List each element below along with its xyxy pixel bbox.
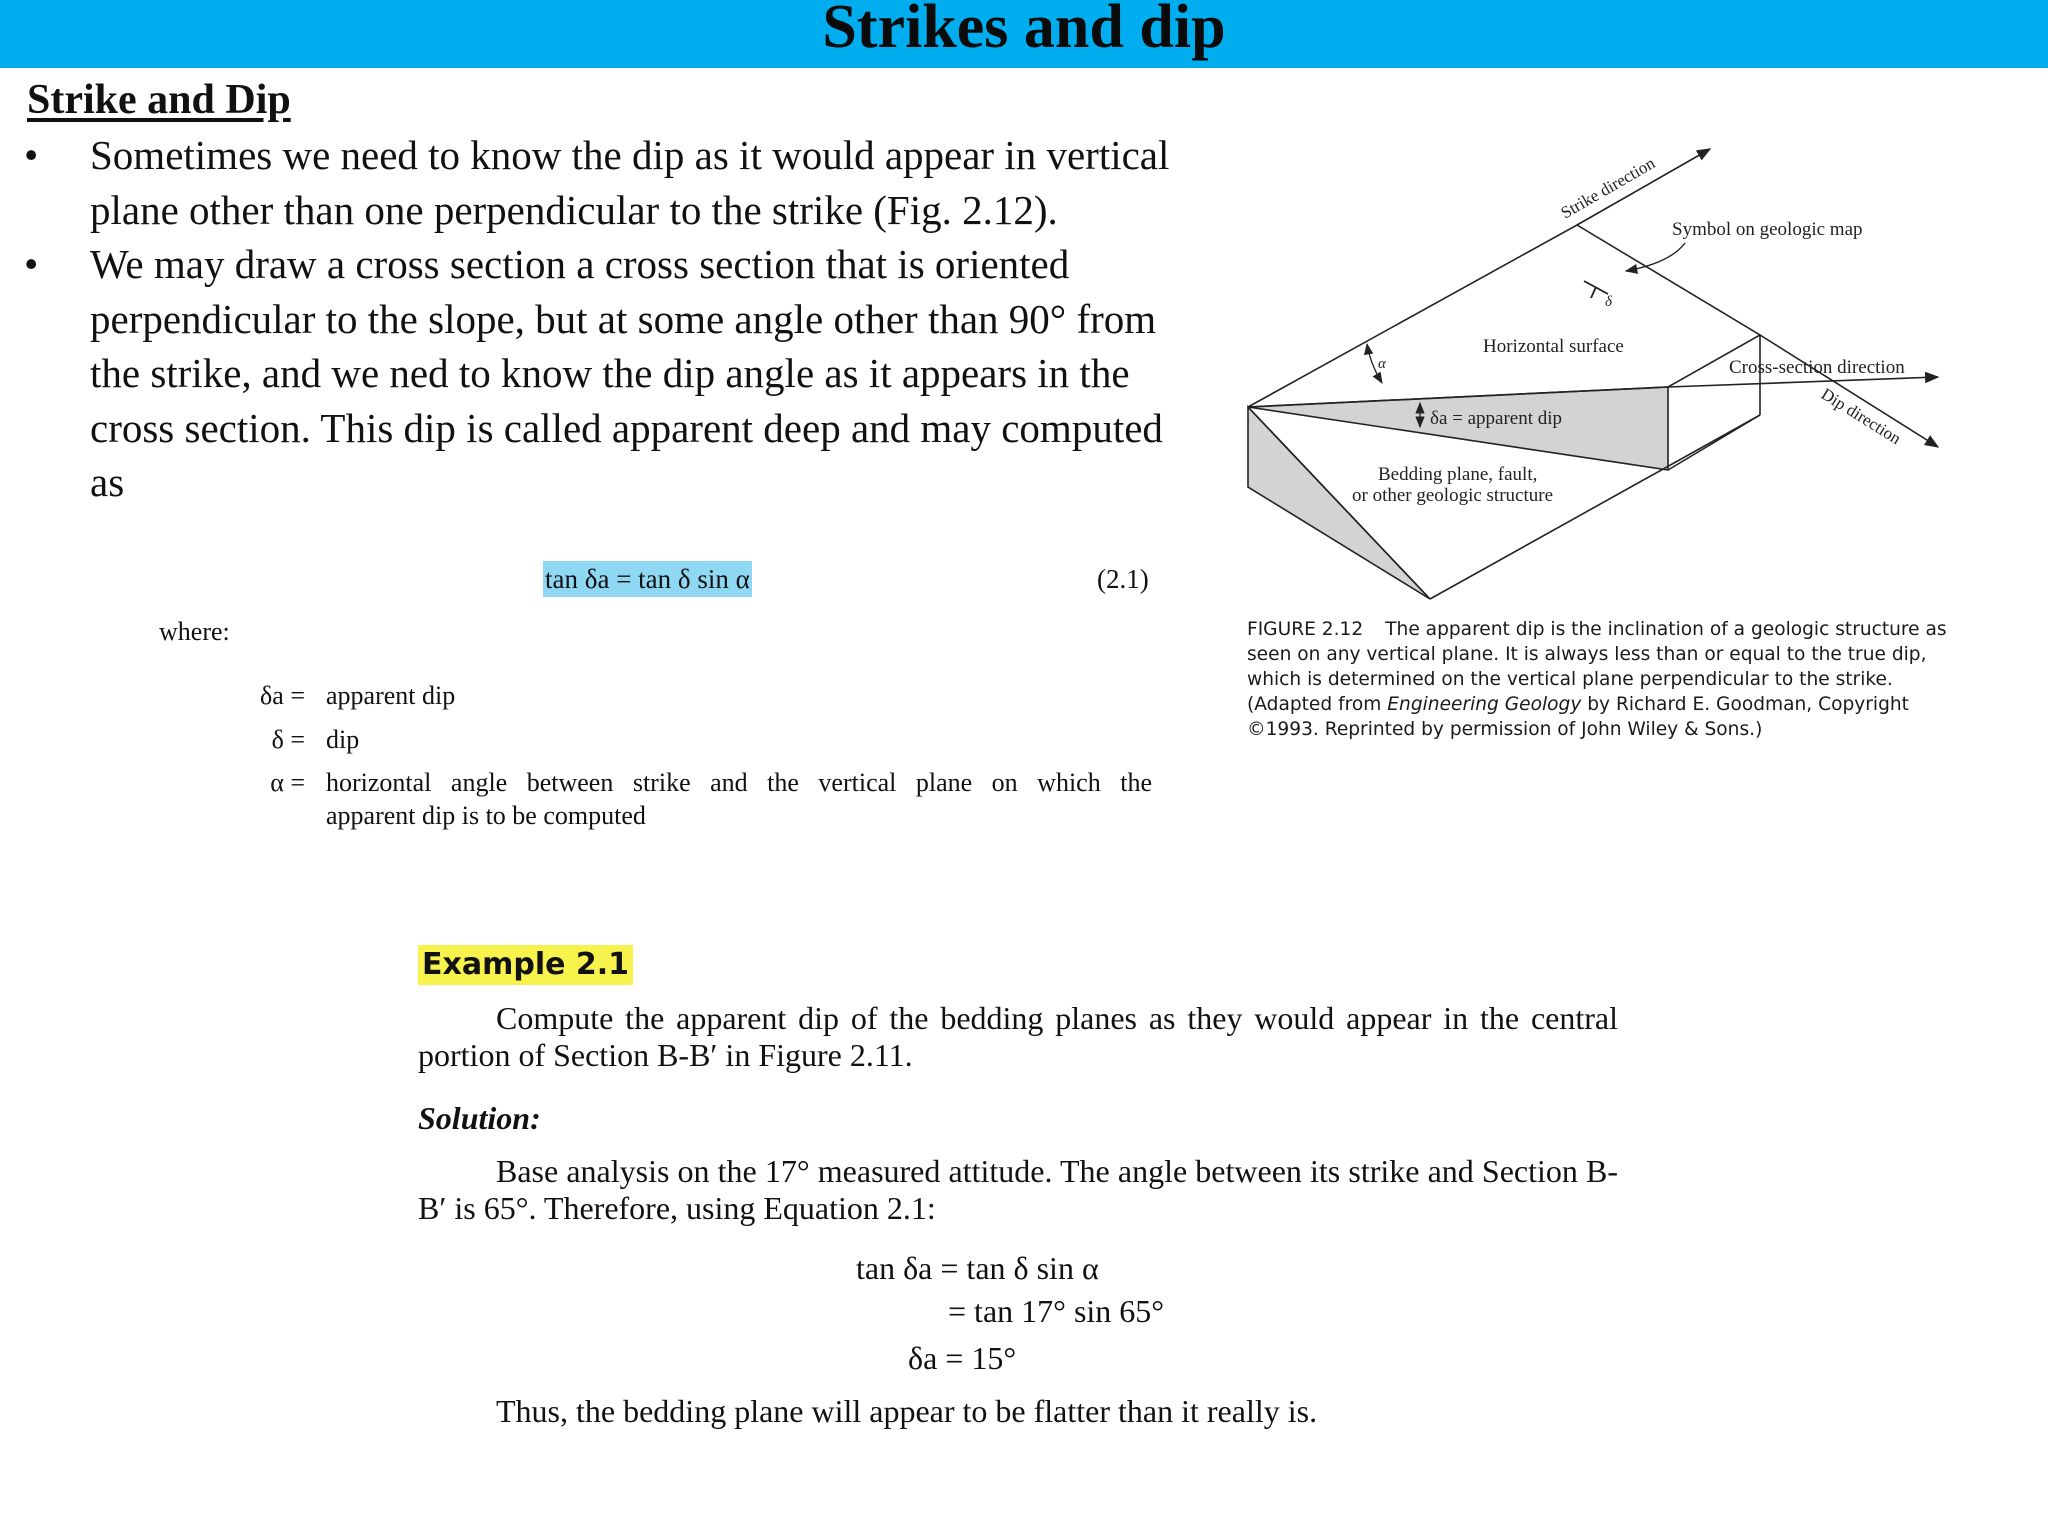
bullet-dot: • (24, 132, 39, 178)
definition-row (0, 679, 1200, 712)
cross-section-direction-label: Cross-section direction (1729, 357, 1905, 378)
horizontal-surface-label: Horizontal surface (1483, 336, 1624, 357)
bullet-list (24, 128, 1204, 546)
example-label: Example 2.1 (418, 945, 633, 985)
calc-line: δa = 15° (908, 1340, 1017, 1376)
equation-highlight (543, 561, 752, 597)
definition-text: apparent dip (326, 681, 456, 710)
definition-row (0, 723, 1200, 756)
alpha-label: α (1378, 356, 1386, 372)
solution-paragraph (418, 1153, 1618, 1227)
bullet-dot: • (24, 241, 39, 287)
bullet-item (24, 237, 1204, 510)
calc-line: = tan 17° sin 65° (948, 1293, 1165, 1329)
conclusion-text: Thus, the bedding plane will appear to be flatter than it really is. (496, 1393, 1318, 1429)
slide-title: Strikes and dip (822, 0, 1226, 61)
where-label: where: (159, 617, 230, 646)
dip-direction-label: Dip direction (1817, 384, 1905, 449)
solution-label: Solution: (418, 1100, 541, 1136)
cross-section-direction-arrow (1668, 377, 1938, 387)
definition-symbol: δ = (271, 725, 305, 754)
block-edge (1668, 415, 1760, 470)
example-problem (418, 1000, 1618, 1074)
bedding-label-line1: Bedding plane, fault, (1378, 464, 1538, 485)
definition-text: dip (326, 725, 360, 754)
definition-symbol: α = (270, 768, 305, 797)
equation-number: (2.1) (1097, 564, 1149, 594)
figure-caption (1247, 617, 1947, 742)
symbol-map-label: Symbol on geologic map (1672, 219, 1863, 240)
bullet-text: Sometimes we need to know the dip as it would appear in vertical plane other than one perpendicular to the strike (Fig. 2.12). (90, 132, 1170, 233)
definition-symbol: δa = (260, 681, 305, 710)
example-problem-text: Compute the apparent dip of the bedding planes as they would appear in the central portion of Section B-B′ in Figure 2.11. (418, 1000, 1618, 1073)
solution-text: Base analysis on the 17° measured attitude. The angle between its strike and Section B-B′ is 65°. Therefore, using Equation 2.1: (418, 1153, 1618, 1226)
symbol-pointer-arrow (1626, 243, 1685, 271)
top-horizontal-surface (1248, 225, 1760, 407)
caption-text-end: by Richard E. Goodman, Copyright ©1993. Reprinted by permission of John Wiley & Sons.) (1247, 694, 1909, 740)
equation-text: tan δa = tan δ sin α (545, 564, 750, 594)
section-heading: Strike and Dip (27, 77, 291, 123)
bullet-text: We may draw a cross section a cross section that is oriented perpendicular to the slope, but at some angle other than 90° from the strike, and we ned to know the dip angle as it appears in the cross section. This dip is called apparent deep and may computed as (90, 241, 1163, 505)
figure-number: FIGURE 2.12 (1247, 619, 1364, 640)
strike-direction-label: Strike direction (1557, 153, 1659, 223)
apparent-dip-diagram (1230, 135, 1950, 605)
bullet-item (24, 128, 1204, 237)
definition-text: horizontal angle between strike and the vertical plane on which the (326, 768, 1152, 797)
delta-label: δ (1605, 294, 1612, 310)
title-bar (0, 0, 2048, 68)
definition-row (0, 766, 1200, 836)
calc-line: tan δa = tan δ sin α (856, 1250, 1099, 1286)
bedding-label-line2: or other geologic structure (1352, 485, 1554, 506)
definition-text-continued: apparent dip is to be computed (326, 801, 646, 830)
apparent-dip-label: δa = apparent dip (1430, 408, 1563, 429)
caption-text: The apparent dip is the inclination of a geologic structure as seen on any vertical plane. It is always less than or equal to the true dip, which is determined on the vertical plane perpendicular to the strike. (Adapted from (1247, 619, 1947, 715)
dip-direction-arrow (1760, 335, 1938, 447)
caption-book-title: Engineering Geology (1387, 694, 1582, 715)
